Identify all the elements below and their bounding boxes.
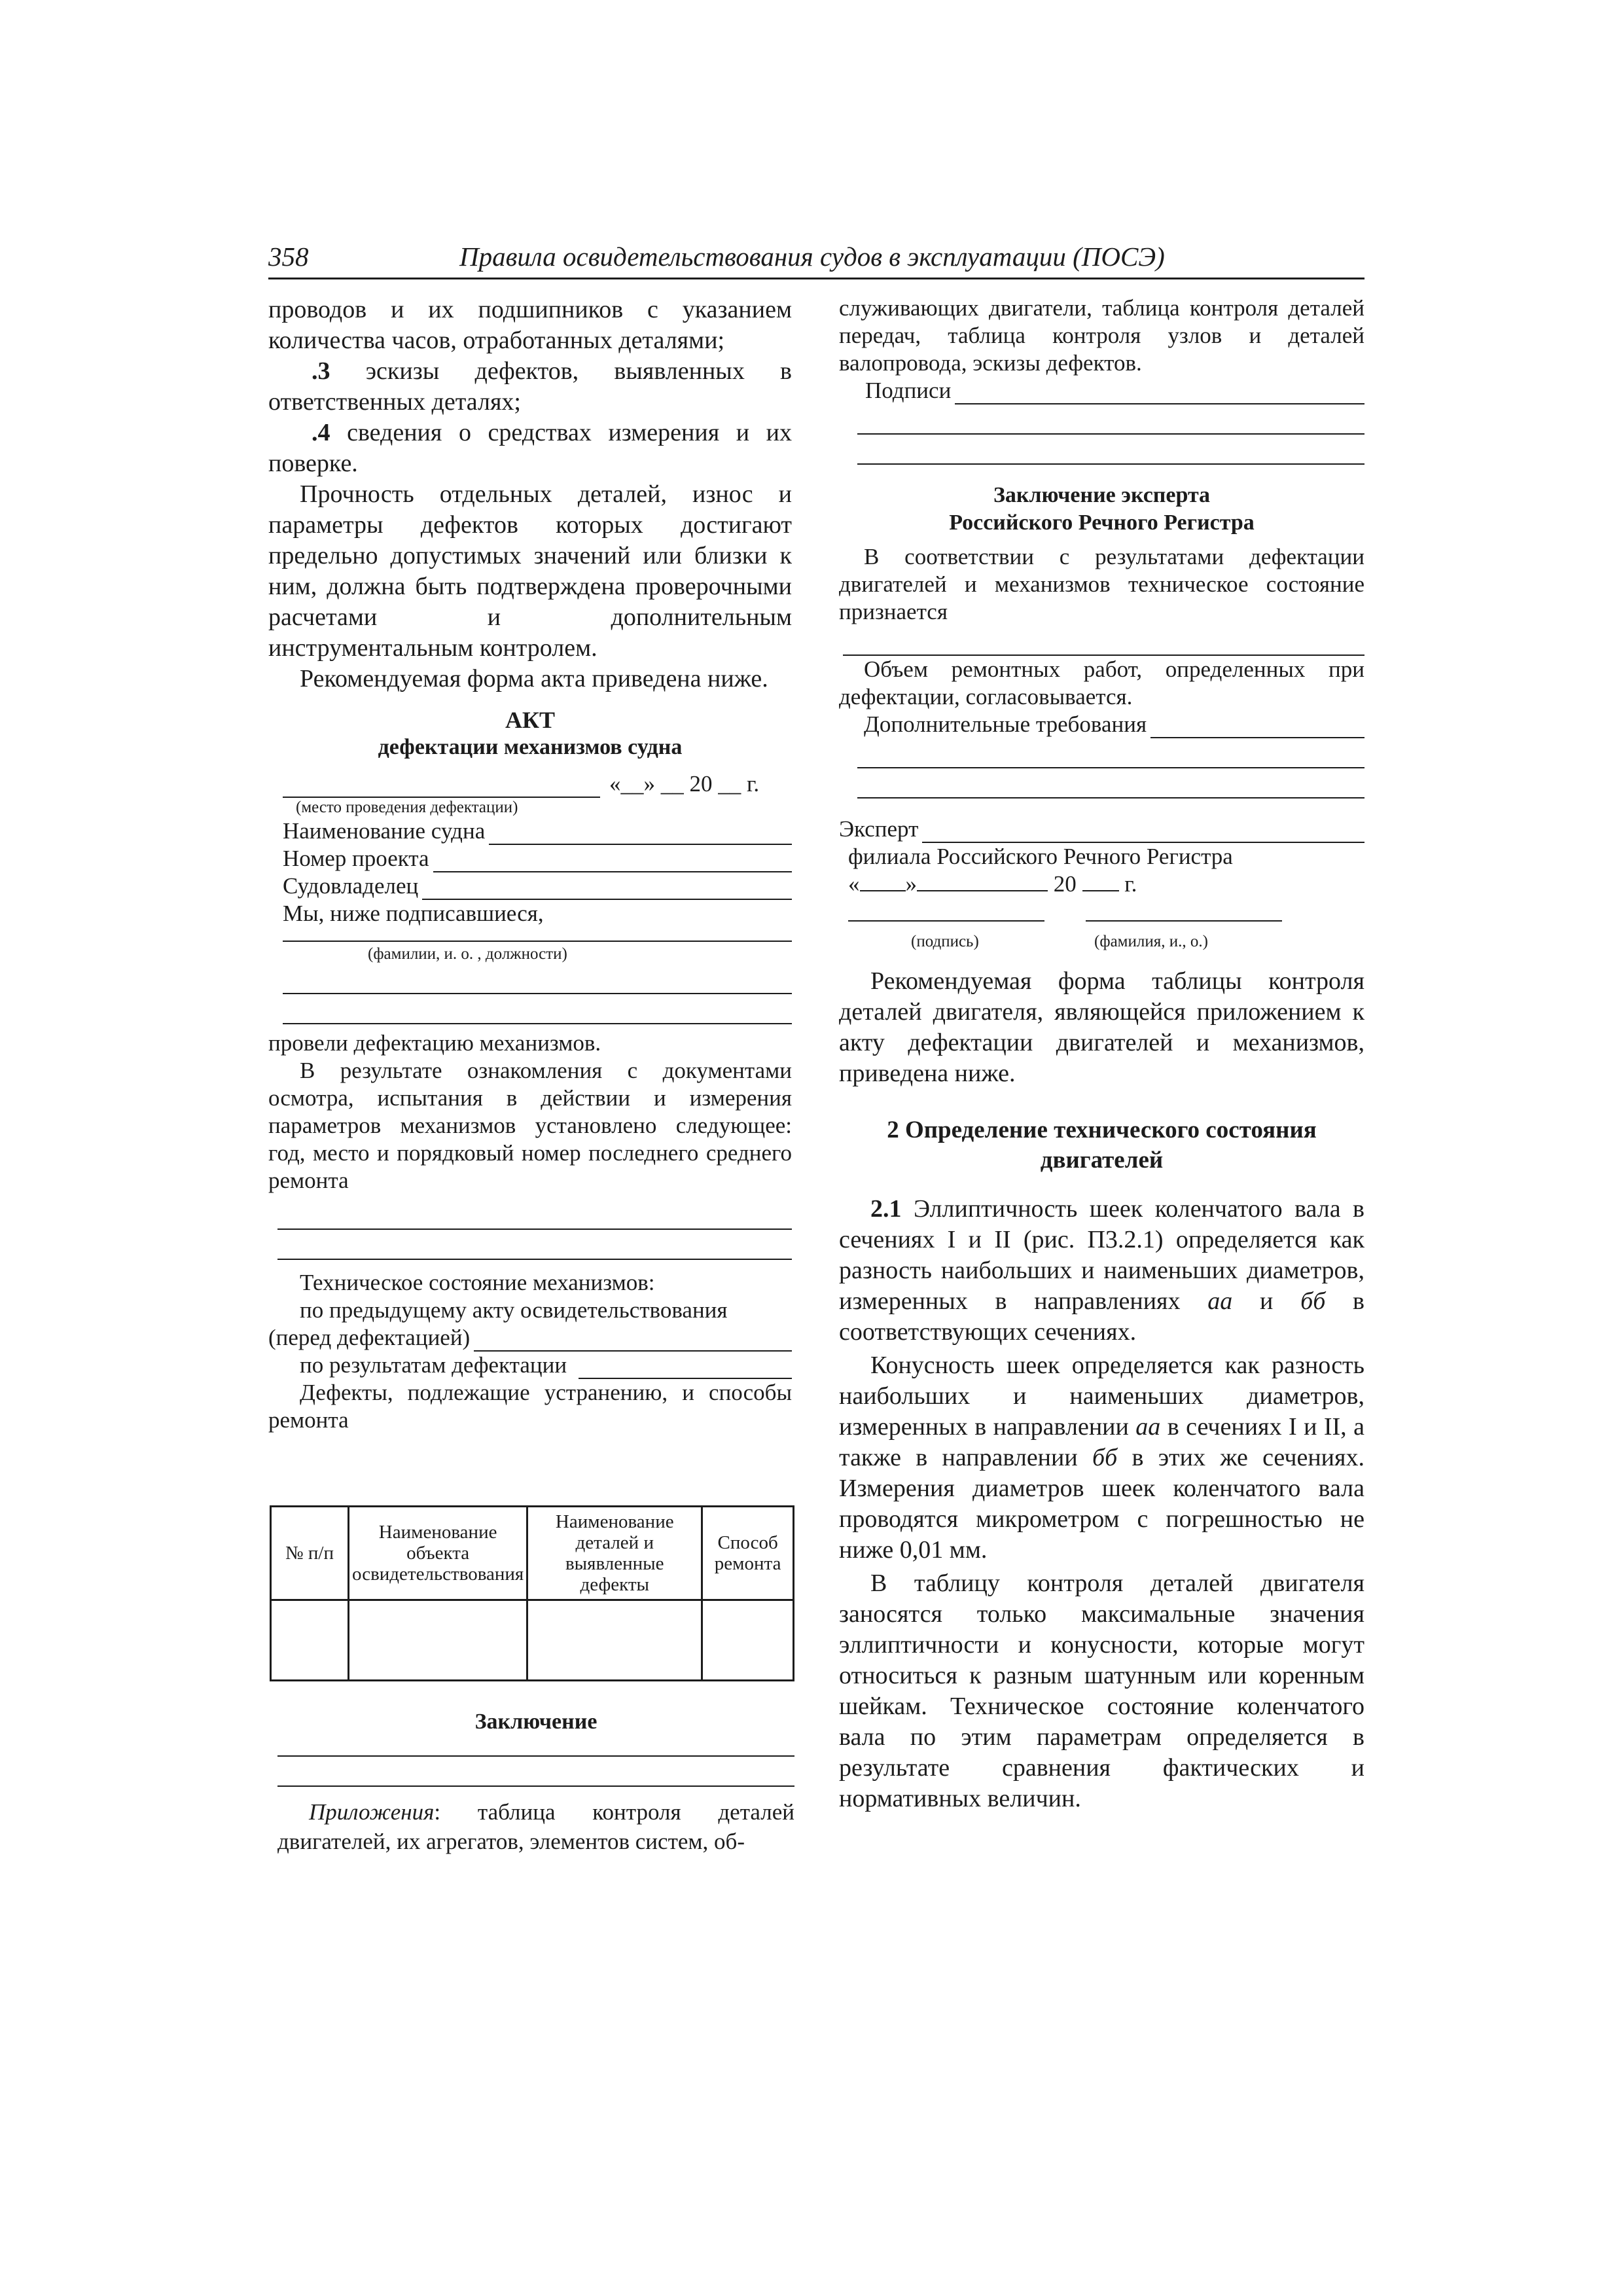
owner-label: Судовладелец — [283, 873, 419, 899]
paragraph: Рекомендуемая форма таблицы контроля деталей двигателя, являющейся приложением к акту дефектации двигателей и механизмов, приведена ниже. — [839, 967, 1364, 1087]
expert-date-row: « » 20 г. — [848, 871, 1137, 897]
paragraph-conicity: Конусность шеек определяется как разность наибольших и наименьших диаметров, измеренных в направлении аа в сечениях I и II, а также в направлении бб в этих же сечениях. Измерения диаметров шеек коленчатого вала проводятся микрометром с погрешностью не ниже 0,01 мм. — [839, 1352, 1364, 1564]
table-header: № п/п — [271, 1507, 349, 1600]
signatures-label: Подписи — [865, 378, 952, 403]
section-number: 2.1 — [870, 1195, 902, 1223]
signatures-field — [865, 377, 1364, 404]
table-header: Наименование объекта освидетельствования — [349, 1507, 527, 1600]
paragraph: служивающих двигатели, таблица контроля деталей передач, таблица контроля узлов и деталей валопровода, эскизы дефектов. — [839, 295, 1364, 376]
names-hint: (фамилии, и. о. , должности) — [368, 945, 567, 963]
table-cell[interactable] — [349, 1600, 527, 1681]
paragraph: Прочность отдельных деталей, износ и параметры дефектов которых достигают предельно допустимых значений или близки к ним, должна быть подтверждена проверочными расчетами и дополнительным инструментальным контролем. — [268, 480, 792, 662]
conclusion-line[interactable] — [277, 1757, 794, 1787]
conclusion-title: Заключение — [474, 1710, 597, 1734]
expert-label: Эксперт — [839, 816, 919, 842]
defects-label: Дефекты, подлежащие устранению, и способы ремонта — [268, 1380, 792, 1433]
defects-table — [270, 1505, 794, 1681]
performed-text: провели дефектацию механизмов. — [268, 1030, 601, 1056]
ship-name-label: Наименование судна — [283, 818, 486, 844]
page-number: 358 — [268, 242, 309, 272]
signature-hints — [839, 932, 1364, 952]
signatures-line[interactable] — [857, 435, 1364, 465]
by-results-line[interactable] — [579, 1354, 792, 1379]
repair-line[interactable] — [277, 1194, 792, 1230]
expert-title: Заключение эксперта — [993, 483, 1211, 507]
signatures-line[interactable] — [857, 404, 1364, 435]
right-column — [839, 295, 1364, 1814]
year-line[interactable] — [1082, 890, 1119, 891]
extra-line[interactable] — [1150, 713, 1364, 738]
project-label: Номер проекта — [283, 846, 429, 871]
sign-hint: (подпись) — [911, 933, 979, 950]
names-line[interactable] — [283, 964, 792, 994]
expert-field — [839, 816, 1364, 843]
owner-field — [283, 872, 792, 900]
signature-row — [848, 901, 1364, 928]
names-line[interactable] — [283, 994, 792, 1024]
owner-line[interactable] — [422, 875, 792, 900]
list-item-4 — [268, 418, 792, 479]
name-line[interactable] — [1086, 907, 1282, 922]
appendix-text: Приложения: таблица контроля деталей двигателей, их агрегатов, элементов систем, об- — [277, 1799, 794, 1854]
by-results-label: по результатам дефектации — [300, 1352, 567, 1378]
extra-field — [864, 711, 1364, 738]
place-date-row — [283, 770, 792, 798]
appendix-label: Приложения — [309, 1799, 435, 1825]
expert-text: В соответствии с результатами дефектации двигателей и механизмов техническое состояние признается — [839, 544, 1364, 624]
paragraph: В таблицу контроля деталей двигателя заносятся только максимальные значения эллиптичности и конусности, которые могут относиться к разным шатунным или коренным шейкам. Техническое состояние коленчатого вала по этим параметрам определяется в результате сравнения фактических и нормативных величин. — [839, 1570, 1364, 1812]
signatures-line[interactable] — [955, 380, 1364, 404]
expert-line[interactable] — [843, 626, 1364, 656]
extra-line[interactable] — [857, 738, 1364, 768]
item-text: сведения о средствах измерения и их поверке. — [268, 419, 792, 477]
list-item-3 — [268, 356, 792, 418]
expert-name-line[interactable] — [922, 818, 1364, 843]
result-text: В результате ознакомления с документами осмотра, испытания в действии и измерения параметров механизмов установлено следующее: год, место и порядковый номер последнего среднего ремонта — [268, 1058, 792, 1193]
running-title: Правила освидетельствования судов в эксплуатации (ПОСЭ) — [459, 242, 1165, 272]
scope-text: Объем ремонтных работ, определенных при дефектации, согласовывается. — [839, 656, 1364, 709]
conclusion-block — [277, 1708, 794, 1856]
table-row — [271, 1600, 794, 1681]
repair-line[interactable] — [277, 1230, 792, 1260]
table-header: Способ ремонта — [702, 1507, 794, 1600]
running-header — [268, 236, 1364, 279]
item-number: .4 — [312, 419, 330, 446]
table-cell[interactable] — [702, 1600, 794, 1681]
before-field — [268, 1324, 792, 1352]
day-line[interactable] — [860, 890, 906, 891]
extra-label: Дополнительные требования — [864, 711, 1147, 737]
extra-line[interactable] — [857, 768, 1364, 798]
act-subtitle: дефектации механизмов судна — [378, 735, 683, 759]
table-header: Наименование деталей и выявленные дефекты — [527, 1507, 702, 1600]
paragraph-2-1: 2.1 Эллиптичность шеек коленчатого вала в сечениях I и II (рис. П3.2.1) определяется как разность наибольших и наименьших диаметров, измеренных в направлениях аа и бб в соответствующих сечениях. — [839, 1195, 1364, 1346]
signature-line[interactable] — [848, 907, 1044, 922]
branch-label: филиала Российского Речного Регистра — [848, 844, 1233, 869]
expert-title: Российского Речного Регистра — [949, 511, 1255, 535]
section-title: 2 Определение технического состояния двигателей — [887, 1117, 1317, 1174]
tech-state-label: Техническое состояние механизмов: — [300, 1270, 655, 1295]
paragraph: проводов и их подшипников с указанием количества часов, отработанных деталями; — [268, 296, 792, 354]
table-cell[interactable] — [271, 1600, 349, 1681]
item-number: .3 — [312, 357, 330, 385]
ship-name-field — [283, 817, 792, 845]
table-header-row — [271, 1507, 794, 1600]
project-line[interactable] — [433, 848, 792, 872]
date-line: «__» __ 20 __ г. — [609, 771, 760, 797]
ship-name-line[interactable] — [489, 820, 792, 845]
name-hint: (фамилия, и., о.) — [1094, 933, 1208, 950]
place-hint: (место проведения дефектации) — [296, 798, 518, 816]
conclusion-line[interactable] — [277, 1736, 794, 1757]
place-line[interactable] — [283, 773, 600, 798]
paragraph: Рекомендуемая форма акта приведена ниже. — [300, 665, 768, 692]
prev-act-label: по предыдущему акту освидетельствования — [300, 1297, 728, 1323]
by-results-field — [300, 1352, 792, 1379]
left-column — [268, 295, 792, 1434]
before-label: (перед дефектацией) — [268, 1325, 471, 1350]
act-title: АКТ — [505, 707, 556, 733]
month-line[interactable] — [917, 890, 1048, 891]
item-text: эскизы дефектов, выявленных в ответственных деталях; — [268, 357, 792, 416]
names-line[interactable] — [283, 927, 792, 942]
before-line[interactable] — [474, 1327, 792, 1352]
table-cell[interactable] — [527, 1600, 702, 1681]
we-label: Мы, ниже подписавшиеся, — [283, 901, 544, 926]
project-field — [283, 845, 792, 872]
